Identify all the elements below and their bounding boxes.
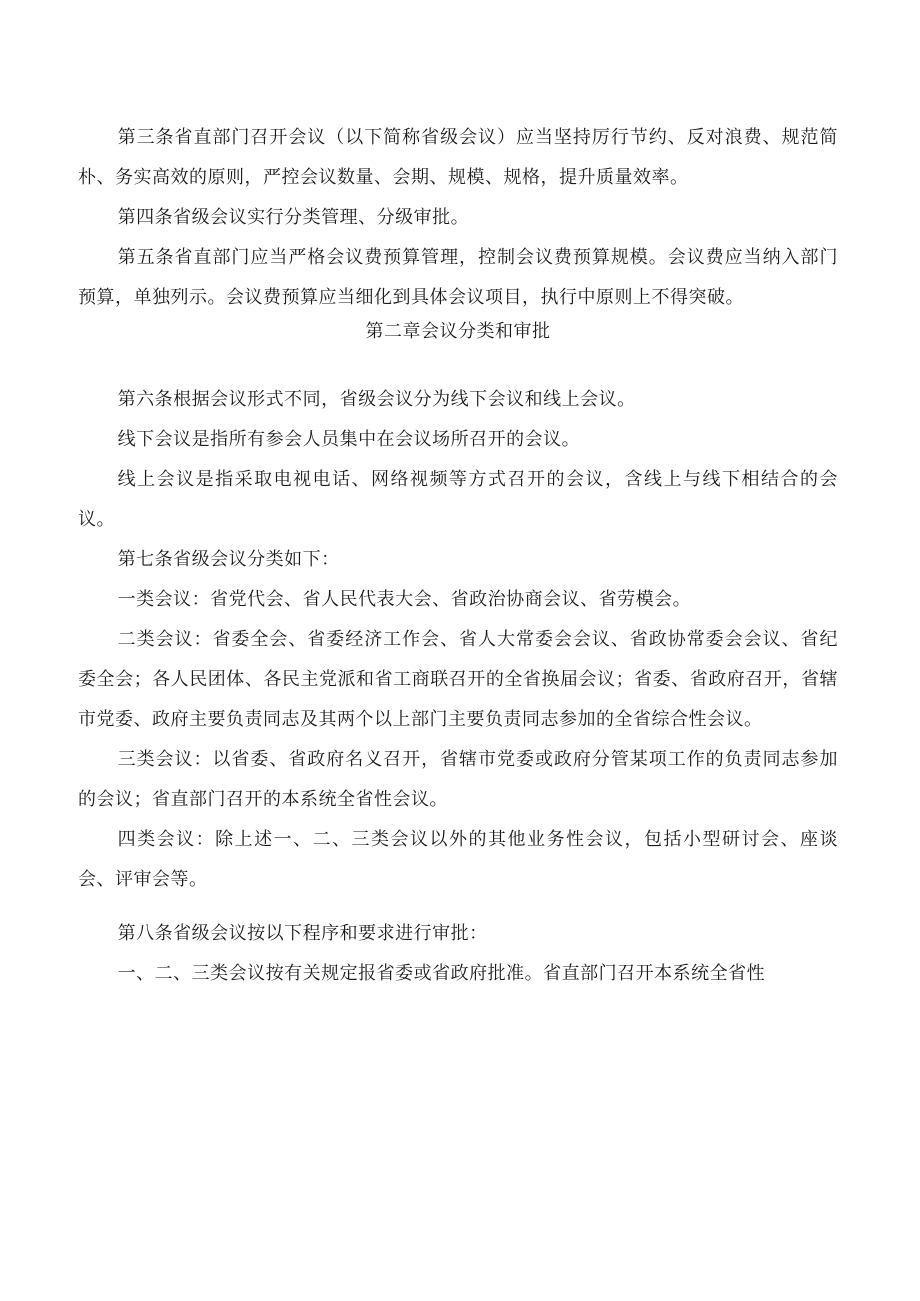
class-4-meetings-paragraph: 四类会议：除上述一、二、三类会议以外的其他业务性会议，包括小型研讨会、座谈会、评审会等。 <box>78 829 838 890</box>
document-body <box>78 118 838 994</box>
article-5-paragraph: 第五条省直部门应当严格会议费预算管理，控制会议费预算规模。会议费应当纳入部门预算，单独列示。会议费预算应当细化到具体会议项目，执行中原则上不得突破。 <box>78 247 838 308</box>
class-3-meetings-paragraph: 三类会议：以省委、省政府名义召开，省辖市党委或政府分管某项工作的负责同志参加的会议；省直部门召开的本系统全省性会议。 <box>78 749 838 810</box>
article-7-paragraph: 第七条省级会议分类如下： <box>117 549 340 570</box>
approval-procedure-paragraph: 一、二、三类会议按有关规定报省委或省政府批准。省直部门召开本系统全省性 <box>117 963 766 984</box>
article-8-paragraph: 第八条省级会议按以下程序和要求进行审批： <box>117 923 488 944</box>
article-3-paragraph: 第三条省直部门召开会议（以下简称省级会议）应当坚持厉行节约、反对浪费、规范简朴、务实高效的原则，严控会议数量、会期、规模、规格，提升质量效率。 <box>78 127 838 188</box>
online-meeting-paragraph: 线上会议是指采取电视电话、网络视频等方式召开的会议，含线上与线下相结合的会议。 <box>78 469 838 530</box>
class-2-meetings-paragraph: 二类会议：省委全会、省委经济工作会、省人大常委会会议、省政协常委会会议、省纪委全会；各人民团体、各民主党派和省工商联召开的全省换届会议；省委、省政府召开，省辖市党委、政府主要负责同志及其两个以上部门主要负责同志参加的全省综合性会议。 <box>78 629 838 730</box>
article-4-paragraph: 第四条省级会议实行分类管理、分级审批。 <box>117 207 470 228</box>
article-6-paragraph: 第六条根据会议形式不同，省级会议分为线下会议和线上会议。 <box>117 389 636 410</box>
offline-meeting-paragraph: 线下会议是指所有参会人员集中在会议场所召开的会议。 <box>117 429 581 450</box>
chapter-heading: 第二章会议分类和审批 <box>365 321 551 342</box>
class-1-meetings-paragraph: 一类会议：省党代会、省人民代表大会、省政治协商会议、省劳模会。 <box>117 589 692 610</box>
